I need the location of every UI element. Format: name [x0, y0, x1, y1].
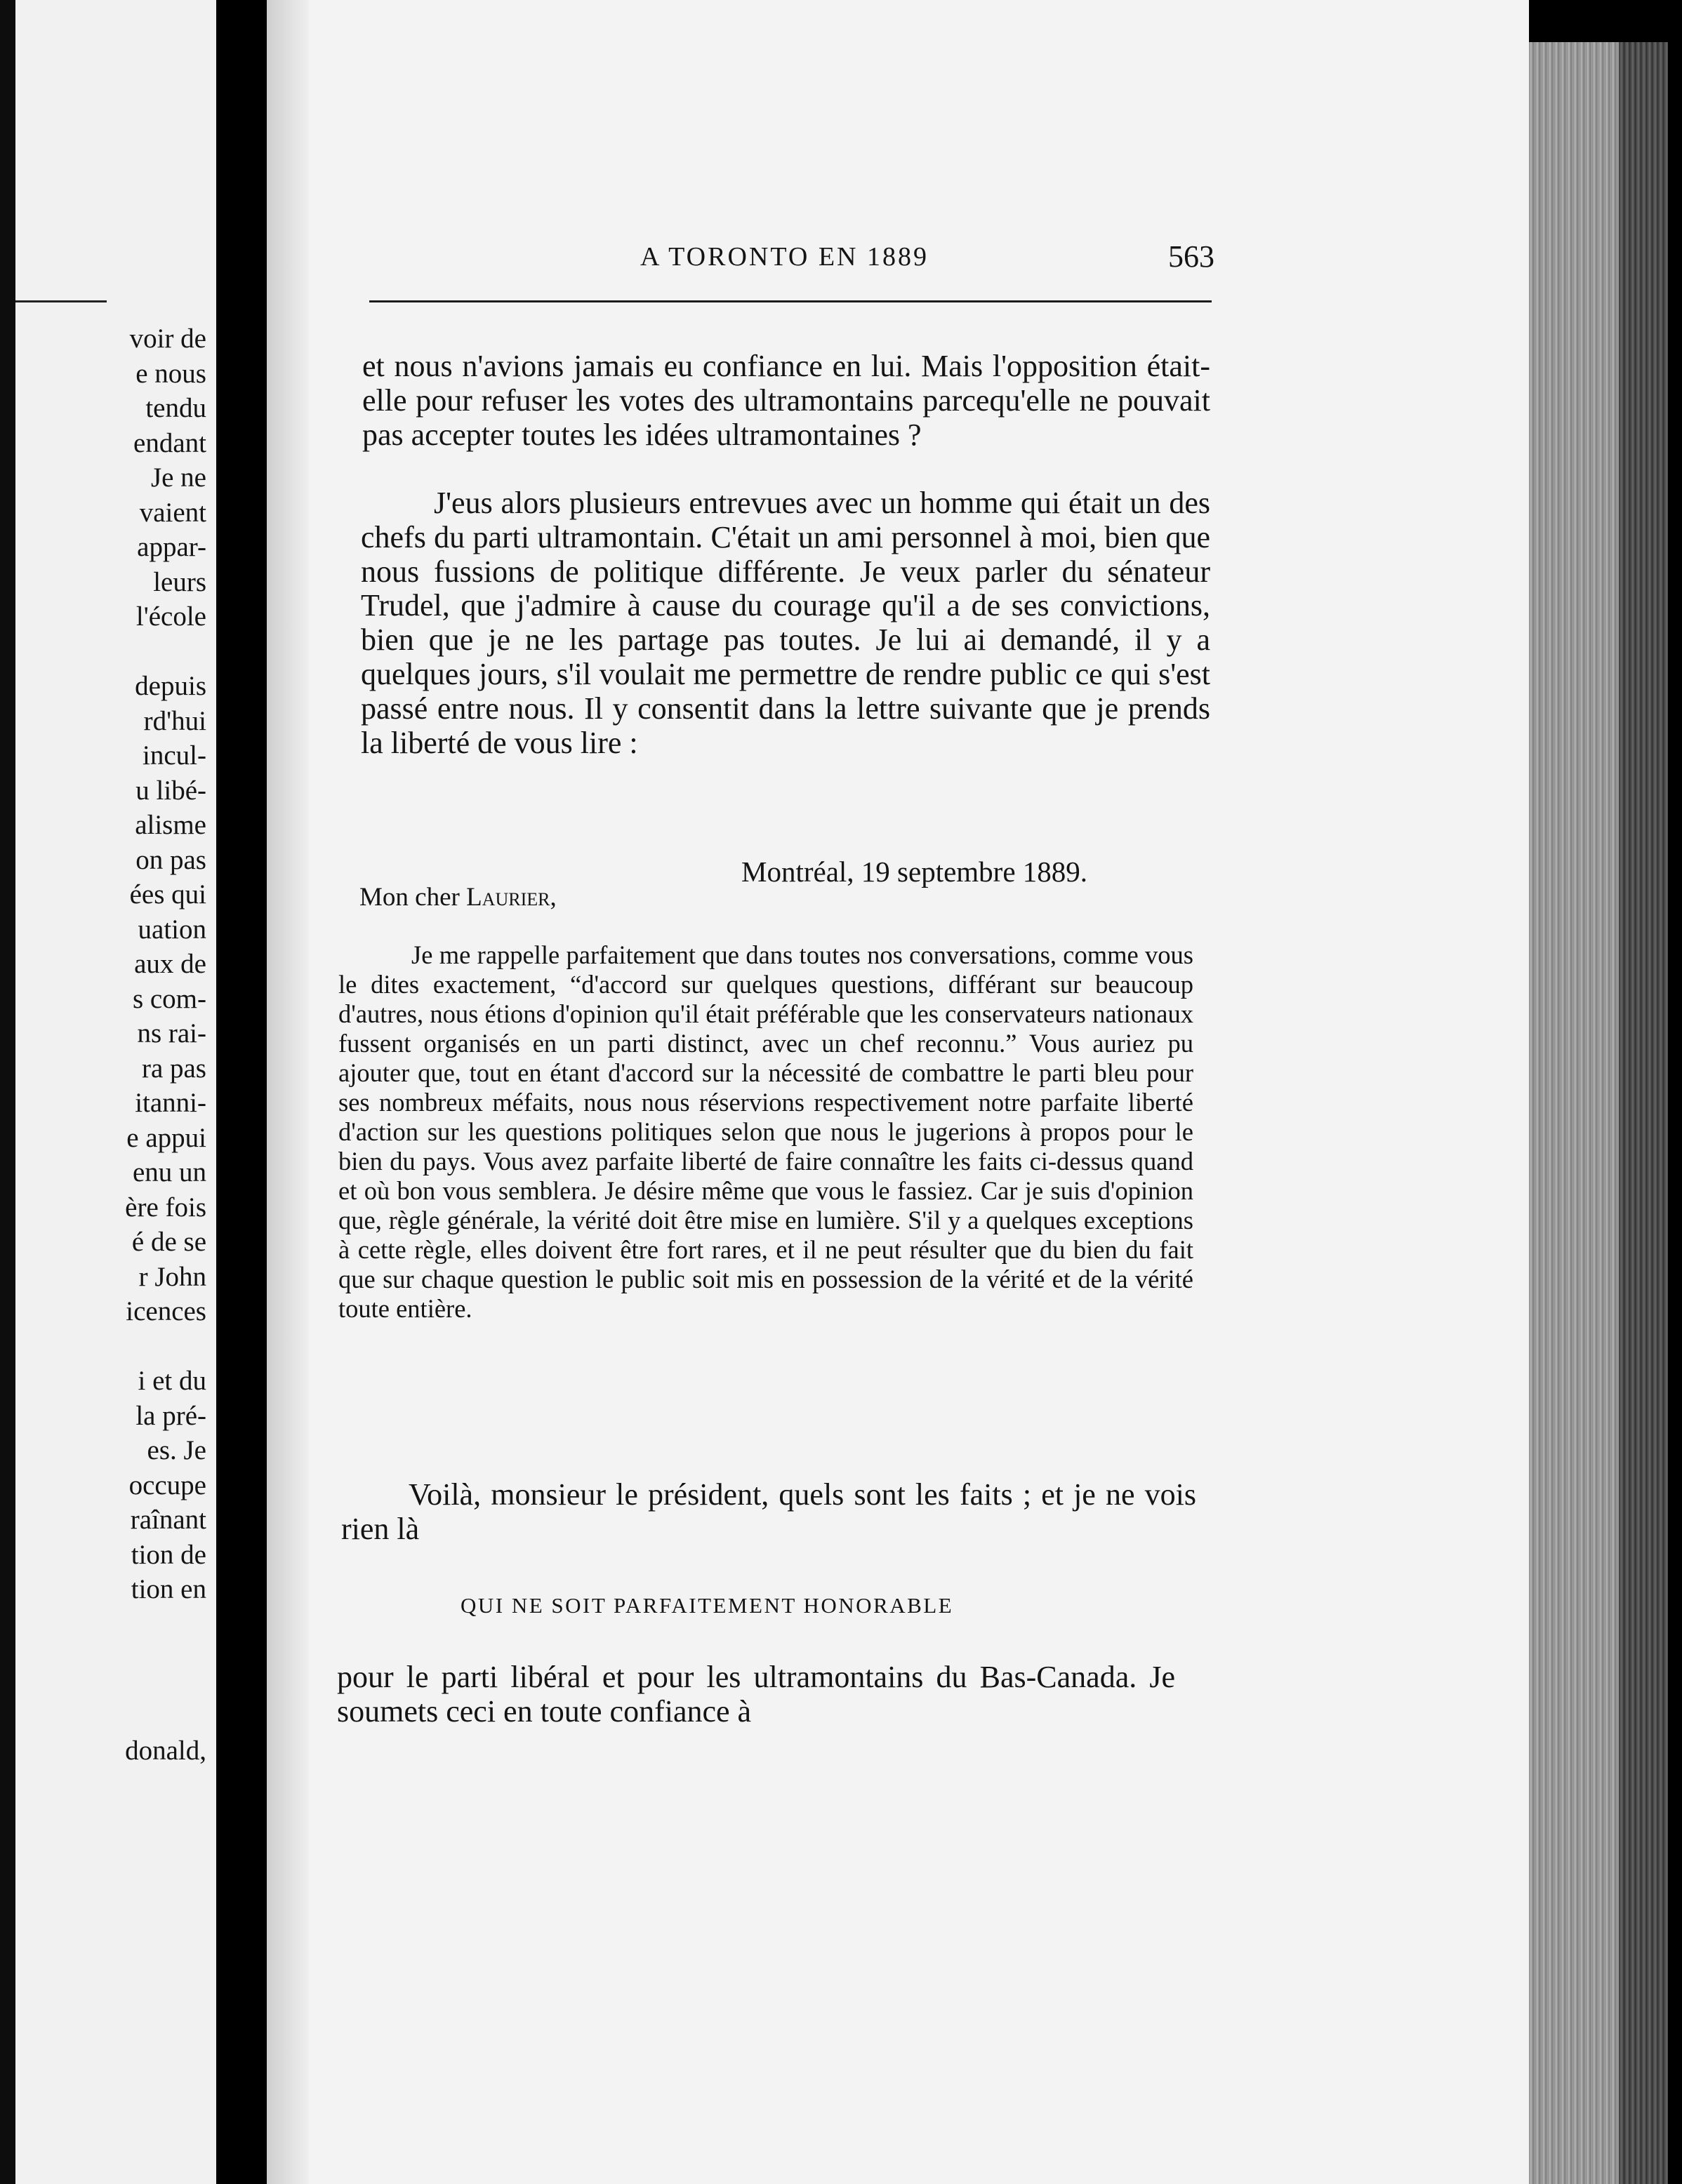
gutter-shadow	[267, 0, 309, 2184]
left-page-line: s com-	[132, 983, 206, 1014]
left-page-line: ées qui	[129, 879, 206, 910]
left-page-line: i et du	[138, 1366, 206, 1396]
left-page-line: e nous	[135, 358, 206, 389]
left-page-line: leurs	[153, 566, 206, 597]
paragraph-2: J'eus alors plusieurs entrevues avec un homme qui était un des chefs du parti ultramontain. C'était un ami personnel à moi, bien que nous fussions de politique différente. Je veux parler du sénateur Trudel, que j'admire à cause du courage qu'il a de ses convictions, bien que je ne les partage pas toutes. Je lui ai demandé, il y a quelques jours, s'il voulait me permettre de rendre public ce qui s'est passé entre nous. Il y consentit dans la lettre suivante que je prends la liberté de vous lire :	[361, 486, 1210, 760]
page-edges-shadow	[1619, 42, 1668, 2184]
letter-body: Je me rappelle parfaitement que dans toutes nos conversations, comme vous le dites exactement, “d'accord sur quelques questions, différant sur beaucoup d'autres, nous étions d'opinion qu'il était préférable que les conservateurs nationaux fussent organisés en un parti distinct, avec un chef reconnu.” Vous auriez pu ajouter que, tout en étant d'accord sur la nécessité de combattre le parti bleu pour ses nombreux méfaits, nous nous réservions respectivement notre parfaite liberté d'action sur les questions politiques selon que nous le jugerions à propos pour le bien du pays. Vous avez parfaite liberté de faire connaître les faits ci-dessus quand et où bon vous semblera. Je désire même que vous le fassiez. Car je suis d'opinion que, règle générale, la vérité doit être mise en lumière. S'il y a quelques exceptions à cette règle, elles doivent être fort rares, et il ne peut résulter que du bien du fait que sur chaque question le public soit mis en possession de la vérité et de la vérité toute entière.	[338, 940, 1193, 1323]
scan-border-left	[0, 0, 15, 2184]
left-page-line: la pré-	[135, 1400, 206, 1431]
left-page-line: donald,	[125, 1735, 206, 1766]
left-page-rule	[15, 300, 107, 302]
left-page-line: u libé-	[135, 775, 206, 806]
left-page-line: tion de	[131, 1539, 206, 1570]
left-page-line: vaient	[139, 497, 206, 528]
left-page-line: voir de	[129, 324, 206, 354]
left-page-line: l'école	[135, 601, 206, 632]
paragraph-4: pour le parti libéral et pour les ultramontains du Bas-Canada. Je soumets ceci en toute confiance à	[337, 1660, 1175, 1729]
letter-date-line: Montréal, 19 septembre 1889.	[741, 855, 1088, 888]
left-page-line: ère fois	[125, 1192, 206, 1223]
page-number: 563	[1168, 239, 1214, 274]
salutation-prefix: Mon cher	[359, 883, 467, 912]
running-head	[365, 234, 1214, 277]
left-page-line: ra pas	[141, 1053, 206, 1084]
running-title: A TORONTO EN 1889	[640, 242, 929, 272]
left-page-line: occupe	[128, 1470, 206, 1500]
left-page-line: tion en	[131, 1574, 206, 1604]
left-page-line: depuis	[135, 671, 206, 701]
left-page-line: Je ne	[150, 462, 206, 493]
left-page-text-fragments	[125, 321, 206, 1768]
left-page-line: icences	[126, 1296, 206, 1326]
left-page	[15, 0, 216, 2184]
left-page-gap	[125, 1329, 206, 1364]
left-page-line: es. Je	[147, 1435, 206, 1465]
page-edges	[1529, 42, 1619, 2184]
left-page-line: tendu	[145, 393, 206, 423]
left-page-line: r John	[138, 1261, 206, 1292]
left-page-line: appar-	[137, 532, 206, 562]
left-page-line: é de se	[131, 1227, 206, 1257]
left-page-line: itanni-	[135, 1088, 206, 1118]
salutation-name: Laurier,	[466, 883, 557, 912]
paragraph-1: et nous n'avions jamais eu confiance en lui. Mais l'opposition était-elle pour refuser les votes des ultramontains parcequ'elle ne pouvait pas accepter toutes les idées ultramontaines ?	[362, 349, 1210, 452]
left-page-gap	[125, 1607, 206, 1733]
scan-border-top-right	[1529, 0, 1682, 42]
left-page-line: rd'hui	[143, 705, 206, 736]
left-page-line: incul-	[143, 740, 206, 771]
scan-border-right	[1668, 0, 1682, 2184]
left-page-line: e appui	[126, 1122, 206, 1153]
book-gutter	[216, 0, 267, 2184]
paragraph-3: Voilà, monsieur le président, quels sont les faits ; et je ne vois rien là	[341, 1477, 1196, 1546]
left-page-line: enu un	[132, 1157, 206, 1187]
left-page-line: raînant	[130, 1505, 206, 1535]
letter-salutation	[359, 882, 557, 912]
left-page-line: alisme	[135, 810, 206, 840]
left-page-line: uation	[138, 914, 206, 945]
left-page-line: ns rai-	[137, 1018, 206, 1048]
left-page-line: endant	[133, 427, 206, 458]
left-page-line: on pas	[135, 844, 206, 875]
header-rule	[369, 300, 1212, 302]
section-heading: QUI NE SOIT PARFAITEMENT HONORABLE	[461, 1593, 954, 1618]
left-page-gap	[125, 634, 206, 670]
left-page-line: aux de	[134, 949, 206, 979]
